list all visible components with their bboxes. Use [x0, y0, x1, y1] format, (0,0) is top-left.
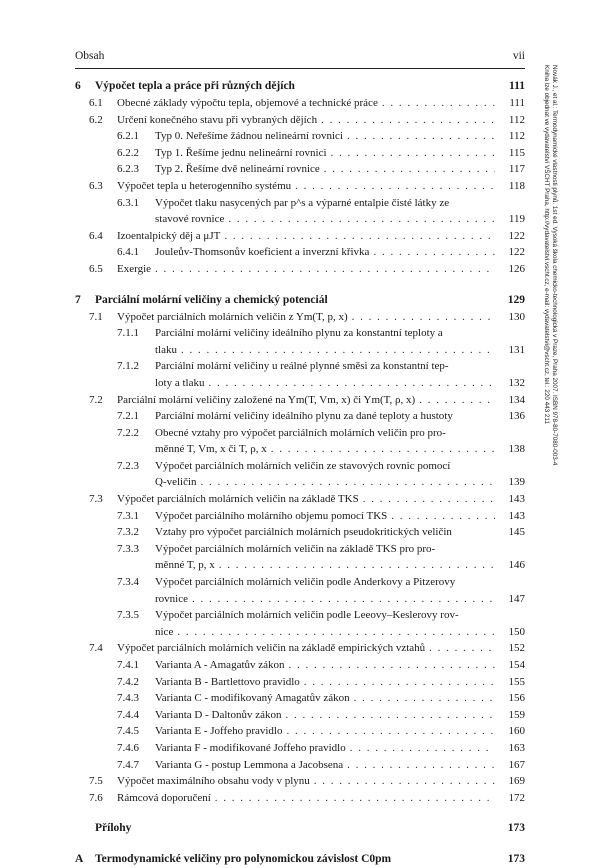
toc-entry-title: stavové rovnice	[155, 213, 225, 226]
toc-entry-title: Varianta G - postup Lemmona a Jacobsena	[155, 758, 344, 771]
toc-entry-title: Parciální molární veličiny a chemický potenciál	[95, 293, 328, 306]
toc-entry-number: 6.3	[89, 179, 103, 192]
toc-entry-title: nice	[155, 625, 174, 638]
toc-leader-dots	[363, 491, 495, 508]
toc-entry-number: 7.5	[89, 775, 103, 788]
toc-entry[interactable]	[75, 408, 525, 425]
toc-leader-dots	[352, 309, 495, 326]
header-rule	[75, 68, 525, 69]
toc-entry-page: 172	[508, 791, 525, 804]
side-citation-line-1: Novák J., et al.: Termodynamické vlastnosti plynů. 1st ed. Vysoká škola chemicko-technologická v Praze, Praha 2007. ISBN 978-80-7080-003-4	[551, 65, 558, 466]
header-page-number: vii	[512, 50, 525, 62]
toc-entry-title: Varianta B - Bartlettovo pravidlo	[155, 675, 300, 688]
toc-entry-number: 7.2.2	[117, 426, 139, 439]
toc-entry-title: Izoentalpický děj a μJT	[117, 229, 221, 242]
toc-entry-title: Typ 1. Řešíme jednu nelineární rovnici	[155, 146, 327, 159]
toc-entry-page: 122	[508, 246, 525, 259]
toc-entry-page: 143	[508, 509, 525, 522]
toc-entry[interactable]	[75, 145, 525, 162]
toc-entry-title: Výpočet parciálního molárního objemu pomocí TKS	[155, 509, 388, 522]
toc-leader-dots	[155, 261, 495, 278]
toc-leader-dots	[192, 591, 495, 608]
toc-entry-page: 138	[508, 443, 525, 456]
toc-entry-number: 6.2	[89, 113, 103, 126]
toc-entry[interactable]	[75, 95, 525, 112]
toc-entry-number: 7.4.6	[117, 741, 139, 754]
toc-entry-number: 7.4.2	[117, 675, 139, 688]
toc-entry-page: 130	[508, 310, 525, 323]
toc-leader-dots	[181, 342, 495, 359]
toc-entry-title: měnné T, p, x	[155, 559, 215, 572]
side-citation-line-2: Kniha lze objednat ve vydavatelství VŠCHT Praha, http://vydavatelstvi.vscht.cz, e-mail: vydavatelstvi@vscht.cz, tel.: 220 443 211	[543, 65, 550, 424]
toc-entry-title: Obecné vztahy pro výpočet parciálních molárních veličin pro pro-	[155, 426, 446, 439]
toc-entry[interactable]	[75, 723, 525, 740]
toc-leader-dots	[215, 790, 495, 807]
toc-entry-title: Výpočet tlaku nasycených par p^s a výparné entalpie čisté látky ze	[155, 196, 450, 209]
toc-entry-title: Určení konečného stavu při vybraných dějích	[117, 113, 318, 126]
header-section-title: Obsah	[75, 50, 105, 62]
toc-entry[interactable]	[75, 112, 525, 129]
toc-entry-number: 7.2	[89, 393, 103, 406]
toc-entry-number: 7	[75, 293, 81, 306]
toc-entry[interactable]	[75, 790, 525, 807]
toc-entry-title: Výpočet tepla u heterogenního systému	[117, 179, 292, 192]
toc-entry[interactable]	[75, 195, 525, 228]
toc-entry[interactable]	[75, 458, 525, 491]
toc-entry[interactable]	[75, 491, 525, 508]
toc-leader-dots	[285, 707, 495, 724]
toc-entry[interactable]	[75, 261, 525, 278]
toc-entry-page: 111	[509, 97, 525, 109]
toc-entry-page: 150	[508, 625, 525, 638]
toc-entry-page: 129	[507, 293, 525, 306]
toc-entry-page: 115	[508, 146, 525, 159]
toc-entry-page: 139	[508, 476, 525, 489]
toc-entry[interactable]	[75, 161, 525, 178]
toc-entry-number: 6.4	[89, 229, 103, 242]
toc-entry-page: 155	[508, 675, 525, 688]
toc-entry-number: 7.3	[89, 493, 103, 506]
toc-entry[interactable]	[75, 244, 525, 261]
toc-entry-page: 145	[508, 526, 525, 539]
toc-entry-page: 118	[508, 179, 525, 192]
toc-entry-page: 159	[508, 708, 525, 721]
toc-leader-dots	[350, 740, 495, 757]
toc-entry-page: 119	[508, 213, 525, 226]
toc-entry-title: Parciální molární veličiny založené na Ym(T, Vm, x) či Ym(T, ρ, x)	[117, 393, 416, 406]
toc-entry[interactable]	[75, 325, 525, 358]
toc-entry-page: 173	[507, 822, 525, 835]
toc-entry[interactable]	[75, 574, 525, 607]
toc-entry[interactable]	[75, 178, 525, 195]
toc-entry[interactable]	[75, 640, 525, 657]
toc-entry-page: 131	[508, 343, 525, 356]
toc-entry-page: 169	[508, 775, 525, 788]
toc-entry[interactable]	[75, 740, 525, 757]
toc-entry-number: 6.1	[89, 97, 103, 109]
toc-entry-title: Obecné základy výpočtu tepla, objemové a technické práce	[117, 97, 378, 109]
toc-entry-number: A	[75, 853, 84, 866]
toc-entry[interactable]	[75, 425, 525, 458]
toc-entry-number: 7.4.1	[117, 659, 139, 671]
toc-entry[interactable]	[75, 657, 525, 674]
toc-entry-page: 147	[508, 592, 525, 605]
toc-entry[interactable]	[75, 358, 525, 391]
toc-entry-title: Výpočet parciálních molárních veličin na základě TKS pro pro-	[155, 542, 436, 555]
toc-entry-page: 152	[508, 642, 525, 655]
toc-entry-title: Typ 0. Neřešíme žádnou nelineární rovnici	[155, 130, 343, 143]
toc-entry-page: 143	[508, 493, 525, 506]
toc-entry-number: 6	[75, 80, 81, 92]
toc-entry-page: 154	[508, 659, 525, 671]
toc-entry[interactable]	[75, 508, 525, 525]
toc-entry-page: 146	[508, 559, 525, 572]
toc-entry[interactable]	[75, 757, 525, 774]
toc-entry-title: Vztahy pro výpočet parciálních molárních pseudokritických veličin	[155, 526, 452, 539]
toc-entry-title: Varianta D - Daltonův zákon	[155, 708, 282, 721]
toc-entry-page: 163	[508, 741, 525, 754]
toc-leader-dots	[314, 773, 495, 790]
toc-leader-dots	[347, 128, 495, 145]
toc-entry-page: 117	[508, 163, 525, 176]
toc-entry-number: 7.4.5	[117, 725, 139, 738]
toc-entry-title: Výpočet parciálních molárních veličin ze stavových rovnic pomocí	[155, 459, 451, 472]
toc-entry-title: Termodynamické veličiny pro polynomickou závislost C0pm	[95, 853, 392, 866]
toc-entry-title: loty a tlaku	[155, 376, 205, 389]
toc-leader-dots	[201, 474, 495, 491]
page-header	[75, 50, 525, 62]
toc-entry[interactable]	[75, 674, 525, 691]
toc-entry-title: Parciální molární veličiny u reálné plynné směsi za konstantní tep-	[155, 360, 449, 373]
toc-entry[interactable]	[75, 292, 525, 309]
toc-entry[interactable]	[75, 820, 525, 837]
toc-leader-dots	[224, 228, 495, 245]
toc-entry[interactable]	[75, 851, 525, 868]
toc-entry[interactable]	[75, 773, 525, 790]
toc-entry-number: 7.4.7	[117, 758, 139, 771]
toc-entry-page: 132	[508, 376, 525, 389]
toc-entry-page: 126	[508, 262, 525, 275]
toc-entry[interactable]	[75, 707, 525, 724]
toc-entry-title: Výpočet tepla a práce při různých dějích	[95, 80, 295, 92]
toc-leader-dots	[382, 95, 495, 112]
toc-entry-title: Q-veličin	[155, 476, 197, 489]
side-citation	[542, 65, 558, 465]
toc-entry-page: 111	[509, 80, 525, 92]
toc-entry-number: 6.2.1	[117, 130, 139, 143]
toc-entry-number: 7.4.4	[117, 708, 139, 721]
toc-leader-dots	[391, 508, 495, 525]
toc-leader-dots	[209, 375, 496, 392]
toc-entry[interactable]	[75, 524, 525, 541]
toc-leader-dots	[271, 441, 495, 458]
toc-entry-title: Varianta E - Joffeho pravidlo	[155, 725, 283, 738]
toc-entry[interactable]	[75, 228, 525, 245]
toc-entry-title: Výpočet parciálních molárních veličin podle Anderkovy a Pitzerovy	[155, 576, 456, 589]
toc-entry-number: 7.1.2	[117, 360, 139, 373]
toc-entry-page: 156	[508, 692, 525, 705]
toc-entry-number: 6.4.1	[117, 246, 139, 259]
toc-entry-page: 136	[508, 410, 525, 423]
toc-leader-dots	[354, 690, 495, 707]
toc-leader-dots	[228, 211, 495, 228]
toc-leader-dots	[219, 557, 495, 574]
toc-entry-title: Parciální molární veličiny ideálního plynu za dané teploty a hustoty	[155, 410, 453, 423]
toc-entry[interactable]	[75, 607, 525, 640]
toc-entry-page: 173	[507, 853, 525, 866]
toc-entry-title: Varianta A - Amagatův zákon	[155, 659, 285, 671]
toc-entry-title: Výpočet parciálních molárních veličin na základě TKS	[117, 493, 359, 506]
toc-entry-page: 112	[508, 130, 525, 143]
toc-entry-title: Výpočet parciálních molárních veličin podle Leeovy–Keslerovy rov-	[155, 609, 459, 622]
toc-entry[interactable]	[75, 78, 525, 95]
toc-leader-dots	[373, 244, 495, 261]
toc-entry-title: Výpočet parciálních molárních veličin z Ym(T, p, x)	[117, 310, 348, 323]
toc-entry-title: Výpočet maximálního obsahu vody v plynu	[117, 775, 310, 788]
toc-entry-title: měnné T, Vm, x či T, ρ, x	[155, 443, 267, 456]
toc-entry-page: 122	[508, 229, 525, 242]
toc-entry-title: Jouleův-Thomsonův koeficient a inverzní křivka	[155, 246, 370, 259]
toc-entry-title: Parciální molární veličiny ideálního plynu za konstantní teploty a	[155, 327, 443, 340]
toc-leader-dots	[177, 624, 495, 641]
toc-entry-number: 7.2.3	[117, 459, 139, 472]
toc-entry-title: Výpočet parciálních molárních veličin na základě empirických vztahů	[117, 642, 426, 655]
toc-entry-page: 134	[508, 393, 525, 406]
toc-entry-title: Rámcová doporučení	[117, 791, 211, 804]
toc-entry[interactable]	[75, 541, 525, 574]
toc-entry-number: 7.4.3	[117, 692, 139, 705]
toc-entry-number: 7.3.2	[117, 526, 139, 539]
toc-leader-dots	[295, 178, 495, 195]
toc-entry-page: 112	[508, 113, 525, 126]
toc-entry-title: Přílohy	[95, 822, 132, 835]
toc-leader-dots	[289, 657, 495, 674]
toc-entry-number: 7.3.5	[117, 609, 139, 622]
toc-entry-title: Exergie	[117, 262, 152, 275]
toc-leader-dots	[419, 392, 495, 409]
toc-entry-title: rovnice	[155, 592, 188, 605]
toc-entry-number: 7.3.1	[117, 509, 139, 522]
toc-entry-title: Varianta C - modifikovaný Amagatův zákon	[155, 692, 350, 705]
table-of-contents	[75, 78, 525, 868]
toc-entry-number: 6.2.3	[117, 163, 139, 176]
toc-entry-page: 167	[508, 758, 525, 771]
toc-entry-title: Varianta F - modifikované Joffeho pravidlo	[155, 741, 346, 754]
toc-leader-dots	[304, 674, 495, 691]
toc-entry[interactable]	[75, 309, 525, 326]
toc-entry-number: 7.3.3	[117, 542, 139, 555]
toc-entry-number: 6.2.2	[117, 146, 139, 159]
toc-entry-title: Typ 2. Řešíme dvě nelineární rovnice	[155, 163, 320, 176]
toc-entry-number: 7.1	[89, 310, 103, 323]
toc-entry-number: 6.5	[89, 262, 103, 275]
toc-leader-dots	[429, 640, 495, 657]
toc-entry[interactable]	[75, 128, 525, 145]
toc-entry-page: 160	[508, 725, 525, 738]
toc-entry-number: 7.2.1	[117, 410, 139, 423]
toc-entry[interactable]	[75, 392, 525, 409]
toc-entry-title: tlaku	[155, 343, 177, 356]
toc-leader-dots	[347, 757, 495, 774]
toc-entry[interactable]	[75, 690, 525, 707]
toc-entry-number: 7.4	[89, 642, 103, 655]
toc-leader-dots	[324, 161, 495, 178]
toc-leader-dots	[286, 723, 495, 740]
toc-leader-dots	[331, 145, 495, 162]
toc-leader-dots	[321, 112, 495, 129]
toc-entry-number: 7.1.1	[117, 327, 139, 340]
toc-entry-number: 6.3.1	[117, 196, 139, 209]
toc-entry-number: 7.6	[89, 791, 103, 804]
toc-entry-number: 7.3.4	[117, 576, 139, 589]
